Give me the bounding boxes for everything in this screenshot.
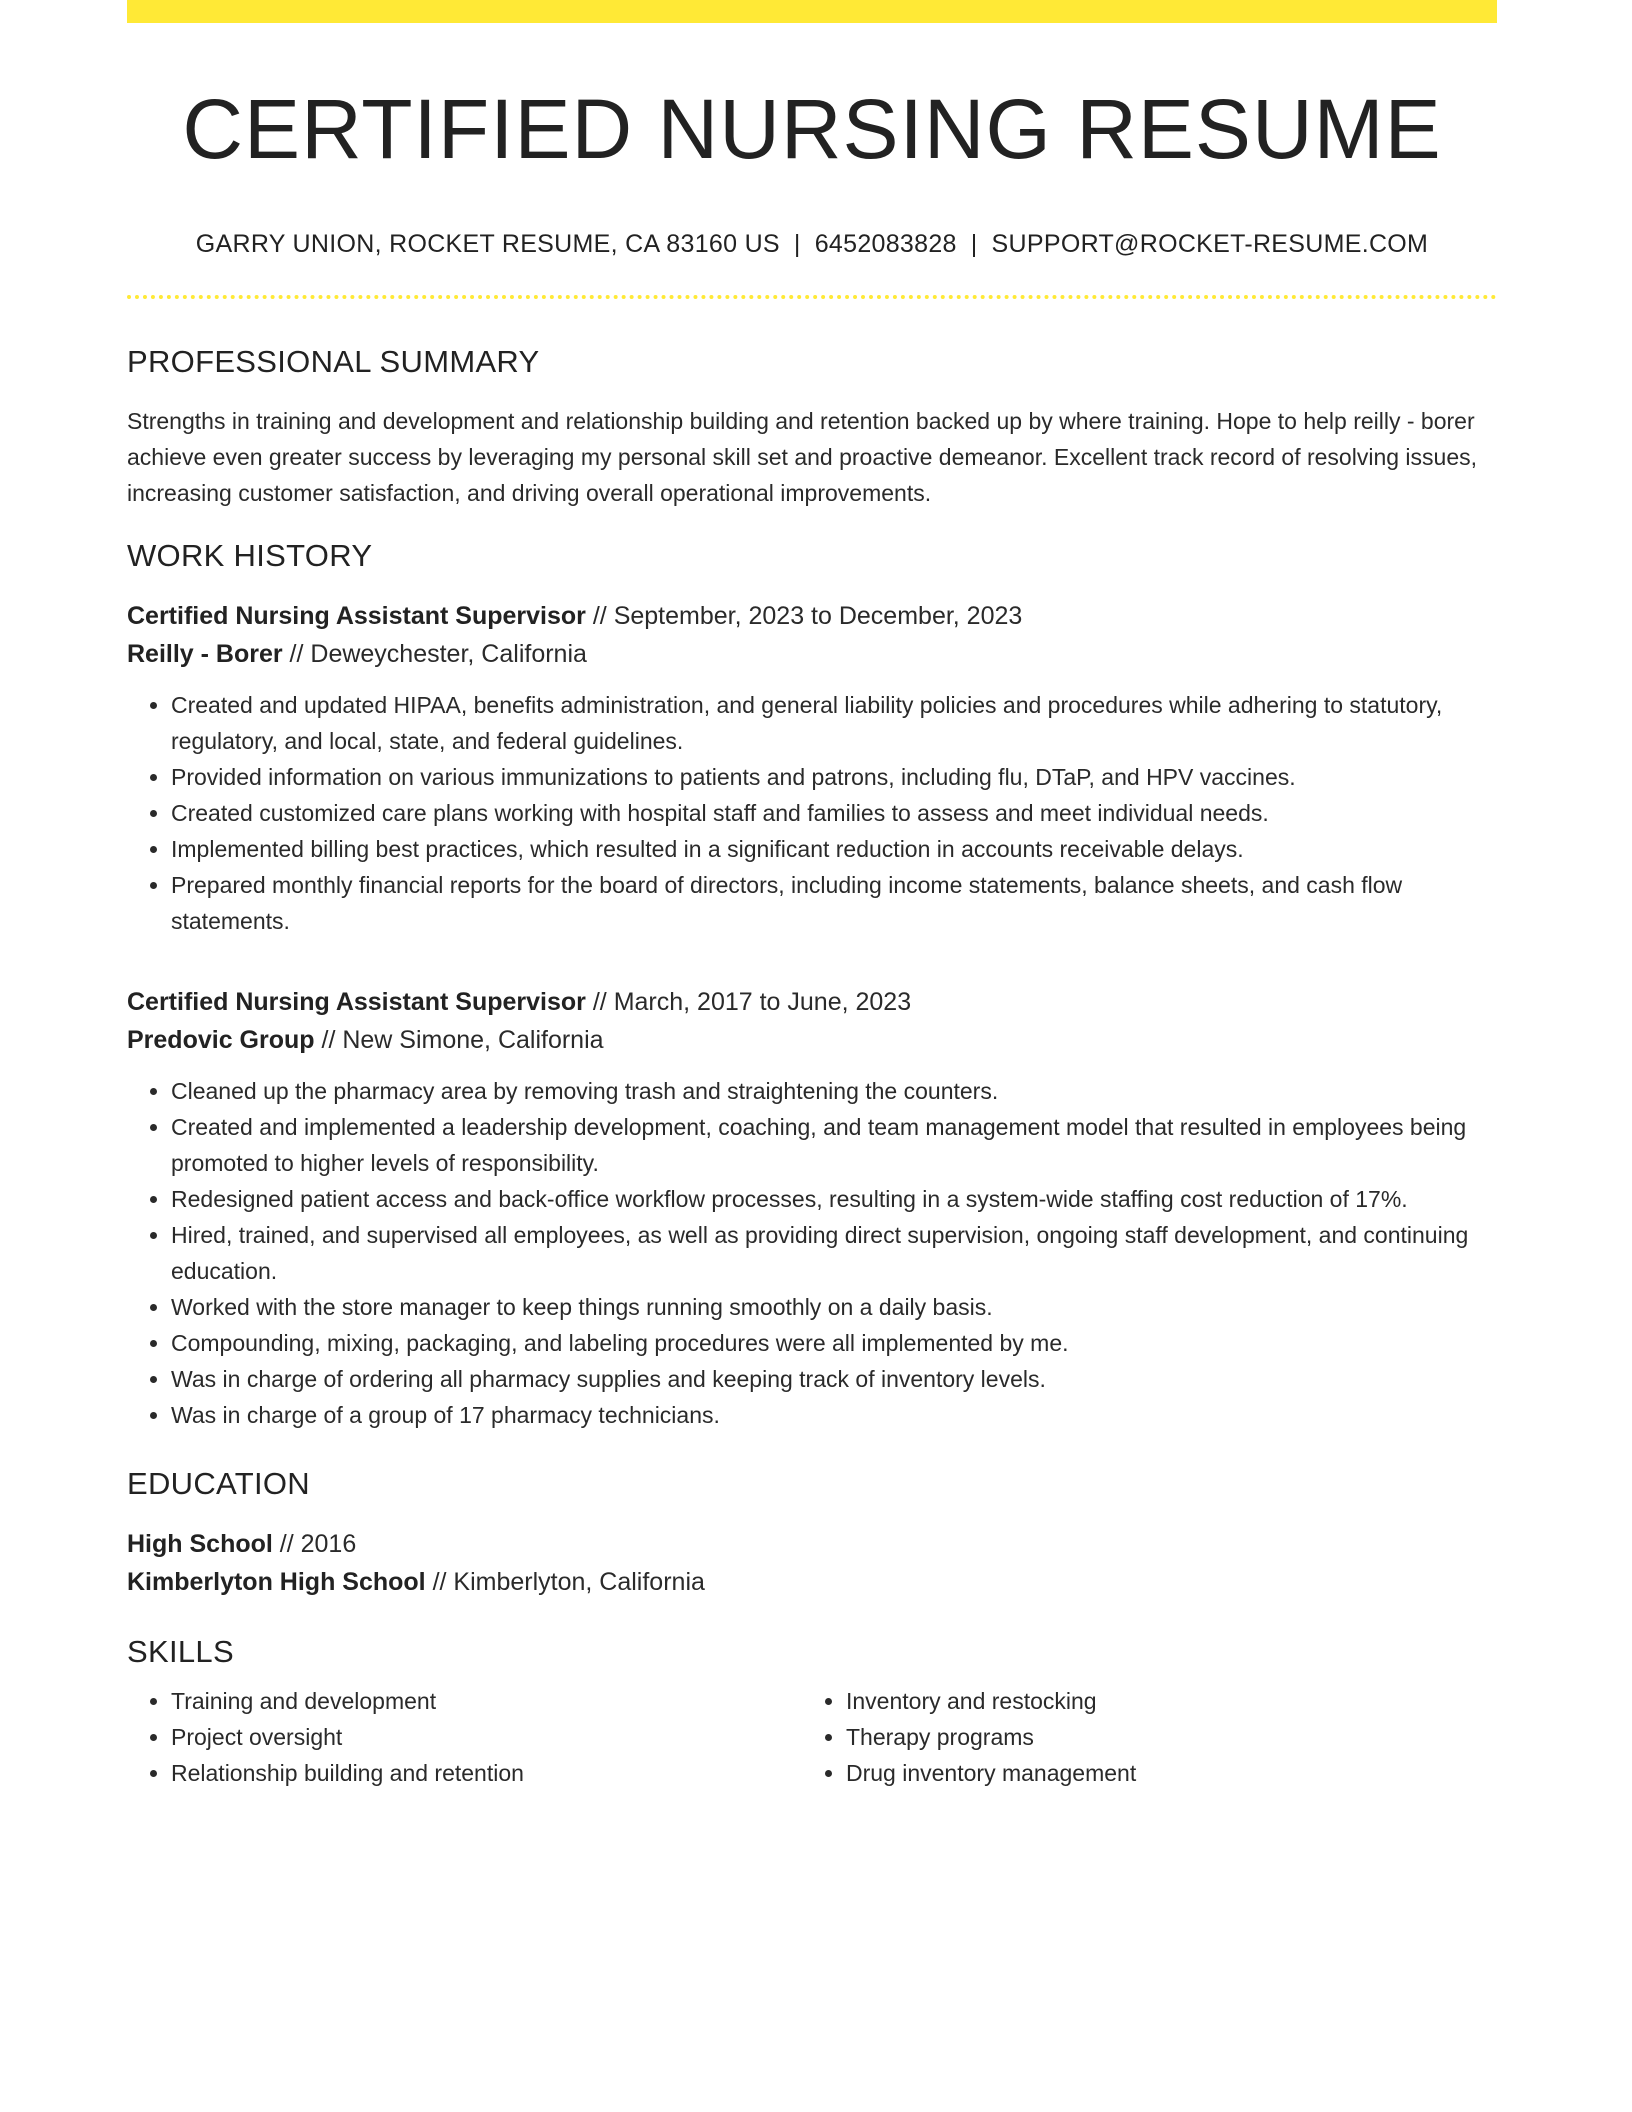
skills-grid bbox=[127, 1683, 1497, 1791]
list-item: • Worked with the store manager to keep things running smoothly on a daily basis. bbox=[171, 1289, 1497, 1325]
job-title: Certified Nursing Assistant Supervisor bbox=[127, 988, 586, 1016]
section-heading-summary: PROFESSIONAL SUMMARY bbox=[127, 344, 540, 379]
section-heading-work-history: WORK HISTORY bbox=[127, 538, 373, 573]
education-location: // Kimberlyton, California bbox=[425, 1568, 705, 1596]
list-item: • Hired, trained, and supervised all employees, as well as providing direct supervision, ongoing staff development, and continuing education. bbox=[171, 1217, 1497, 1289]
skills-list-left bbox=[127, 1683, 802, 1791]
list-item: • Created and implemented a leadership development, coaching, and team management model that resulted in employees being promoted to higher levels of responsibility. bbox=[171, 1109, 1497, 1181]
list-item: • Compounding, mixing, packaging, and labeling procedures were all implemented by me. bbox=[171, 1325, 1497, 1361]
list-item: • Created and updated HIPAA, benefits administration, and general liability policies and procedures while adhering to statutory, regulatory, and local, state, and federal guidelines. bbox=[171, 687, 1497, 759]
job-bullet-list bbox=[127, 687, 1497, 939]
list-item: • Implemented billing best practices, which resulted in a significant reduction in accounts receivable delays. bbox=[171, 831, 1497, 867]
job-company-line bbox=[127, 1021, 1497, 1059]
accent-top-bar bbox=[127, 0, 1497, 23]
contact-address: GARRY UNION, ROCKET RESUME, CA 83160 US bbox=[195, 230, 780, 258]
job-dates: // March, 2017 to June, 2023 bbox=[585, 988, 912, 1016]
list-item: • Provided information on various immunizations to patients and patrons, including flu, DTaP, and HPV vaccines. bbox=[171, 759, 1497, 795]
job-title: Certified Nursing Assistant Supervisor bbox=[127, 602, 586, 630]
skills-list-right bbox=[802, 1683, 1477, 1791]
job-title-line bbox=[127, 983, 1497, 1021]
skill-item: • Relationship building and retention bbox=[171, 1755, 802, 1791]
education-degree: High School bbox=[127, 1530, 273, 1558]
list-item: • Prepared monthly financial reports for the board of directors, including income statements, balance sheets, and cash flow statements. bbox=[171, 867, 1497, 939]
section-heading-education: EDUCATION bbox=[127, 1466, 310, 1501]
contact-phone: 6452083828 bbox=[814, 230, 957, 258]
skill-item: • Training and development bbox=[171, 1683, 802, 1719]
contact-separator: | bbox=[793, 230, 801, 258]
resume-page bbox=[127, 0, 1497, 1791]
job-company-line bbox=[127, 635, 1497, 673]
contact-line bbox=[127, 229, 1497, 259]
section-heading-skills: SKILLS bbox=[127, 1634, 234, 1669]
resume-title: CERTIFIED NURSING RESUME bbox=[182, 82, 1442, 176]
list-item: • Cleaned up the pharmacy area by removing trash and straightening the counters. bbox=[171, 1073, 1497, 1109]
job-bullet-list bbox=[127, 1073, 1497, 1433]
education-year: // 2016 bbox=[272, 1530, 357, 1558]
job-company: Reilly - Borer bbox=[127, 640, 283, 668]
job-location: // Deweychester, California bbox=[282, 640, 587, 668]
list-item: • Was in charge of a group of 17 pharmacy technicians. bbox=[171, 1397, 1497, 1433]
education-degree-line bbox=[127, 1525, 1497, 1563]
education-school: Kimberlyton High School bbox=[127, 1568, 426, 1596]
skill-item: • Inventory and restocking bbox=[846, 1683, 1477, 1719]
skill-item: • Project oversight bbox=[171, 1719, 802, 1755]
education-school-line bbox=[127, 1563, 1497, 1601]
skill-item: • Therapy programs bbox=[846, 1719, 1477, 1755]
job-title-line bbox=[127, 597, 1497, 635]
contact-separator: | bbox=[970, 230, 978, 258]
list-item: • Redesigned patient access and back-office workflow processes, resulting in a system-wide staffing cost reduction of 17%. bbox=[171, 1181, 1497, 1217]
dotted-divider bbox=[127, 295, 1497, 299]
skill-item: • Drug inventory management bbox=[846, 1755, 1477, 1791]
list-item: • Created customized care plans working with hospital staff and families to assess and meet individual needs. bbox=[171, 795, 1497, 831]
summary-paragraph: Strengths in training and development and relationship building and retention backed up by where training. Hope to help reilly - borer achieve even greater success by leveraging my personal skill set and proactive demeanor. Excellent track record of resolving issues, increasing customer satisfaction, and driving overall operational improvements. bbox=[127, 408, 1478, 506]
job-company: Predovic Group bbox=[127, 1026, 315, 1054]
contact-email: SUPPORT@ROCKET-RESUME.COM bbox=[991, 230, 1429, 258]
job-location: // New Simone, California bbox=[314, 1026, 604, 1054]
list-item: • Was in charge of ordering all pharmacy supplies and keeping track of inventory levels. bbox=[171, 1361, 1497, 1397]
job-dates: // September, 2023 to December, 2023 bbox=[585, 602, 1023, 630]
